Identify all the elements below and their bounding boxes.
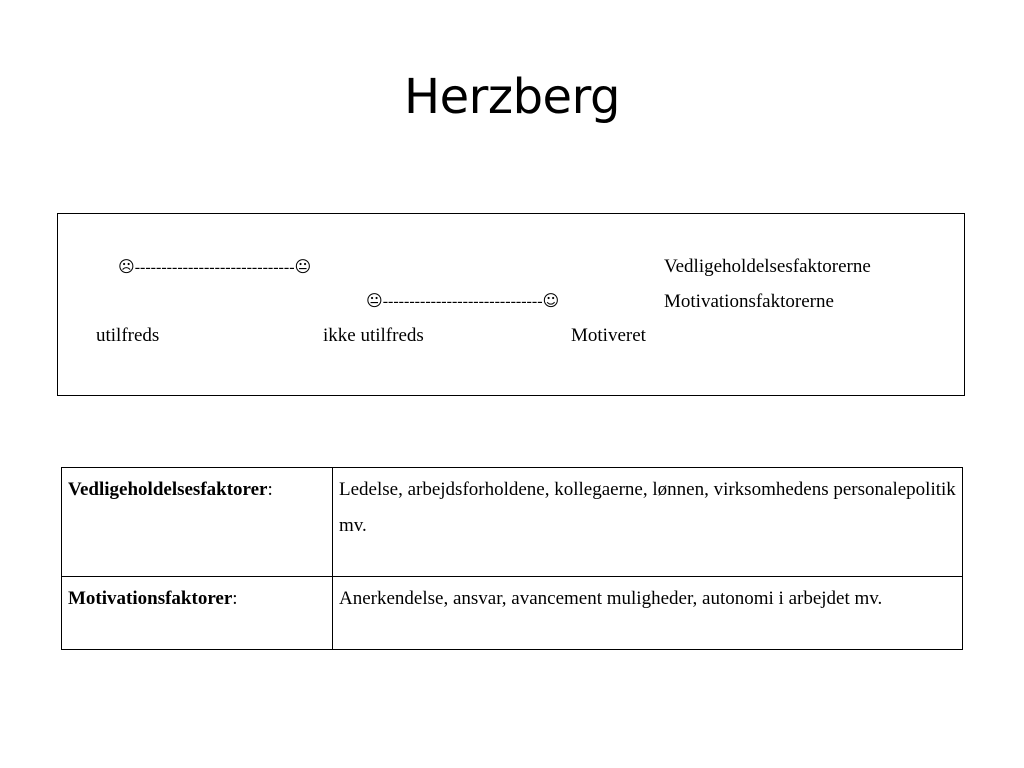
factor-label: Motivationsfaktorer [68, 588, 233, 609]
table-row [62, 577, 963, 650]
factor-colon: : [267, 479, 273, 500]
motivation-scale-line [366, 289, 559, 314]
scale-dashes: ------------------------------ [382, 293, 543, 310]
axis-label-dissatisfied: utilfreds [96, 325, 160, 346]
factor-colon: : [232, 588, 238, 609]
neutral-face-icon: 😐 [366, 291, 383, 310]
factor-table [61, 467, 963, 650]
smiley-face-icon: ☺ [542, 291, 560, 310]
slide-title: Herzberg [404, 69, 620, 125]
sad-face-icon: ☹ [118, 257, 135, 276]
neutral-face-icon: 😐 [294, 257, 312, 276]
factor-label: Vedligeholdelsesfaktorer [68, 479, 268, 500]
axis-label-motivated: Motiveret [571, 325, 646, 346]
factor-description: Ledelse, arbejdsforholdene, kollegaerne, lønnen, virksomhedens personalepolitik mv. [333, 468, 963, 577]
axis-label-not-dissatisfied: ikke utilfreds [323, 325, 424, 346]
motivation-label: Motivationsfaktorerne [664, 291, 834, 312]
scale-dashes: ------------------------------ [134, 259, 295, 276]
factor-description: Anerkendelse, ansvar, avancement muligheder, autonomi i arbejdet mv. [333, 577, 963, 650]
factor-label-cell [62, 468, 333, 577]
hygiene-scale-line [118, 255, 311, 280]
hygiene-label: Vedligeholdelsesfaktorerne [664, 256, 871, 277]
factor-label-cell [62, 577, 333, 650]
satisfaction-scale-box [57, 213, 965, 396]
table-row [62, 468, 963, 577]
